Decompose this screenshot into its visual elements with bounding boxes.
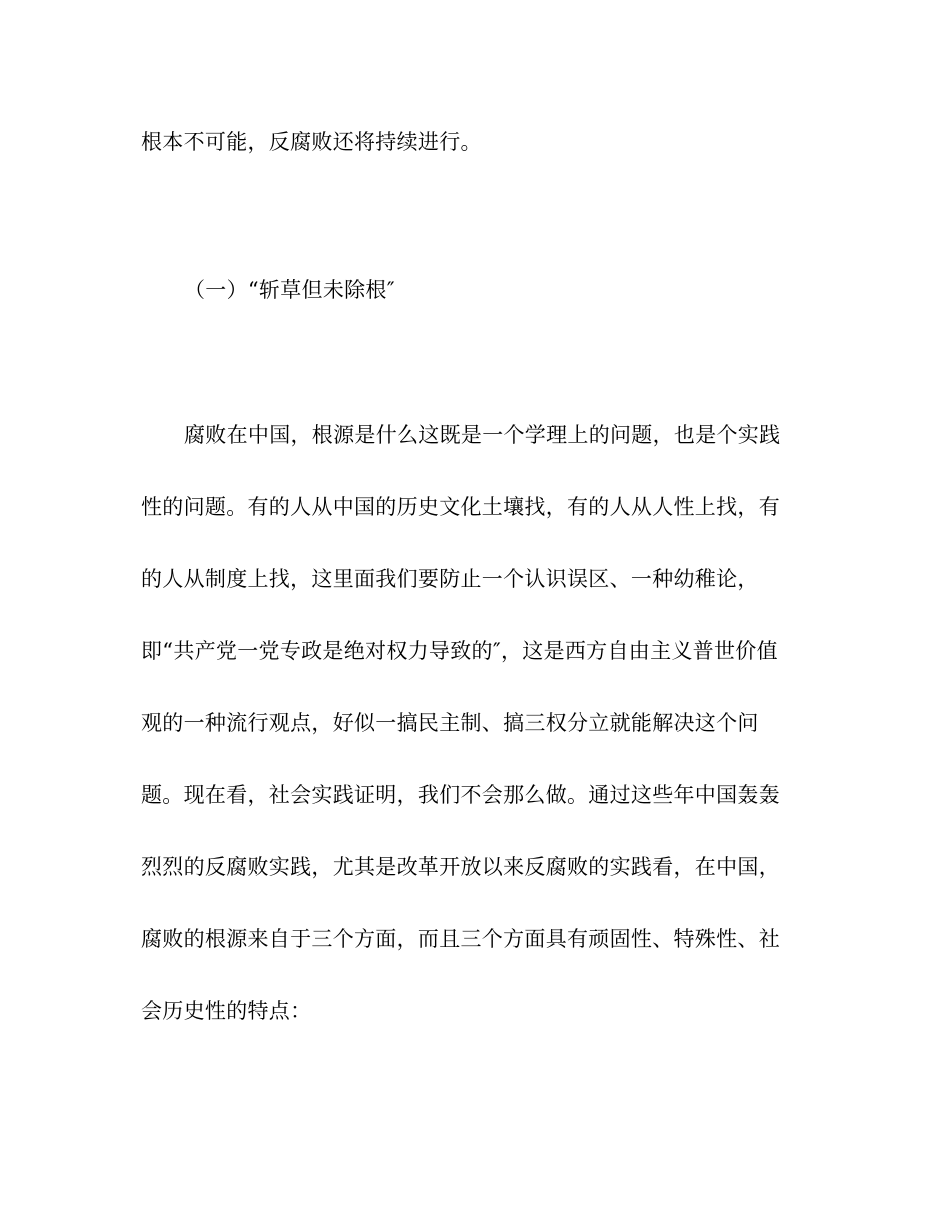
paragraph-line: 即“共产党一党专政是绝对权力导致的″，这是西方自由主义普世价值 bbox=[141, 639, 778, 663]
paragraph-line: 腐败在中国，根源是什么这既是一个学理上的问题，也是个实践 bbox=[184, 423, 781, 447]
paragraph-line: 性的问题。有的人从中国的历史文化土壤找，有的人从人性上找，有 bbox=[141, 495, 780, 519]
paragraph-line: 题。现在看，社会实践证明，我们不会那么做。通过这些年中国轰轰 bbox=[141, 783, 780, 807]
paragraph-line: 的人从制度上找，这里面我们要防止一个认识误区、一种幼稚论， bbox=[141, 567, 759, 591]
section-heading: （一）“斩草但未除根″ bbox=[184, 278, 395, 302]
paragraph-line: 烈烈的反腐败实践，尤其是改革开放以来反腐败的实践看，在中国， bbox=[141, 855, 780, 879]
paragraph-line: 观的一种流行观点，好似一搞民主制、搞三权分立就能解决这个问 bbox=[141, 711, 759, 735]
paragraph-line: 腐败的根源来自于三个方面，而且三个方面具有顽固性、特殊性、社 bbox=[141, 927, 780, 951]
paragraph-line: 根本不可能，反腐败还将持续进行。 bbox=[141, 130, 482, 154]
paragraph-line: 会历史性的特点： bbox=[141, 999, 312, 1023]
